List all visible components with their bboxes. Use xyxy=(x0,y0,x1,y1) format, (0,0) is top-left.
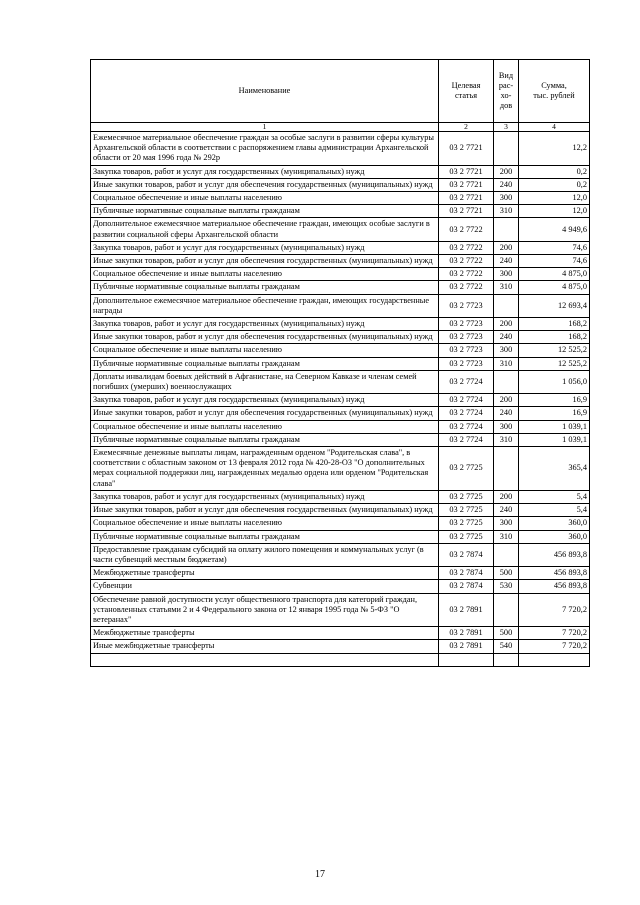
row-target-code: 03 2 7725 xyxy=(439,530,494,543)
row-name: Социальное обеспечение и иные выплаты населению xyxy=(91,268,439,281)
table-row xyxy=(91,370,590,393)
column-number-4: 4 xyxy=(519,123,590,132)
row-name: Закупка товаров, работ и услуг для государственных (муниципальных) нужд xyxy=(91,165,439,178)
row-expense-type: 200 xyxy=(494,394,519,407)
row-sum: 456 893,8 xyxy=(519,567,590,580)
row-name: Субвенции xyxy=(91,580,439,593)
table-row xyxy=(91,447,590,491)
row-name: Иные закупки товаров, работ и услуг для обеспечения государственных (муниципальных) нужд xyxy=(91,407,439,420)
table-row xyxy=(91,543,590,566)
row-name: Межбюджетные трансферты xyxy=(91,627,439,640)
row-target-code: 03 2 7724 xyxy=(439,370,494,393)
table-row xyxy=(91,517,590,530)
table-row xyxy=(91,178,590,191)
row-sum: 12,0 xyxy=(519,205,590,218)
row-target-code: 03 2 7725 xyxy=(439,504,494,517)
row-expense-type: 240 xyxy=(494,504,519,517)
row-sum: 4 949,6 xyxy=(519,218,590,241)
header-name-label: Наименование xyxy=(238,85,291,95)
row-name: Публичные нормативные социальные выплаты гражданам xyxy=(91,281,439,294)
table-row xyxy=(91,331,590,344)
row-sum: 168,2 xyxy=(519,318,590,331)
row-expense-type: 500 xyxy=(494,567,519,580)
budget-table xyxy=(90,59,590,667)
header-sum xyxy=(519,60,590,123)
row-sum: 16,9 xyxy=(519,407,590,420)
row-sum: 5,4 xyxy=(519,504,590,517)
table-row xyxy=(91,420,590,433)
row-target-code: 03 2 7874 xyxy=(439,567,494,580)
row-target-code: 03 2 7891 xyxy=(439,627,494,640)
row-name: Иные закупки товаров, работ и услуг для обеспечения государственных (муниципальных) нужд xyxy=(91,255,439,268)
header-sum-line2: тыс. рублей xyxy=(533,91,575,100)
page-number: 17 xyxy=(315,869,325,880)
row-target-code: 03 2 7721 xyxy=(439,165,494,178)
table-body xyxy=(91,132,590,667)
header-type-line1: Вид xyxy=(498,70,514,80)
table-row xyxy=(91,294,590,317)
column-number-row xyxy=(91,123,590,132)
row-target-code: 03 2 7891 xyxy=(439,640,494,653)
row-expense-type: 300 xyxy=(494,192,519,205)
row-sum: 168,2 xyxy=(519,331,590,344)
header-target-line2: статья xyxy=(454,91,478,100)
row-expense-type: 300 xyxy=(494,268,519,281)
empty-cell xyxy=(519,653,590,666)
table-row xyxy=(91,255,590,268)
row-name: Социальное обеспечение и иные выплаты населению xyxy=(91,344,439,357)
row-sum: 360,0 xyxy=(519,530,590,543)
table-row xyxy=(91,567,590,580)
row-expense-type: 200 xyxy=(494,165,519,178)
row-expense-type xyxy=(494,370,519,393)
table-row xyxy=(91,593,590,627)
row-target-code: 03 2 7723 xyxy=(439,294,494,317)
row-expense-type: 240 xyxy=(494,255,519,268)
row-expense-type: 500 xyxy=(494,627,519,640)
table-row xyxy=(91,192,590,205)
row-target-code: 03 2 7721 xyxy=(439,205,494,218)
row-name: Иные закупки товаров, работ и услуг для обеспечения государственных (муниципальных) нужд xyxy=(91,504,439,517)
row-name: Социальное обеспечение и иные выплаты населению xyxy=(91,192,439,205)
row-sum: 74,6 xyxy=(519,255,590,268)
row-target-code: 03 2 7874 xyxy=(439,580,494,593)
row-sum: 12 525,2 xyxy=(519,344,590,357)
table-row xyxy=(91,344,590,357)
table-row xyxy=(91,281,590,294)
row-sum: 7 720,2 xyxy=(519,640,590,653)
row-expense-type: 240 xyxy=(494,331,519,344)
empty-cell xyxy=(439,653,494,666)
row-name: Социальное обеспечение и иные выплаты населению xyxy=(91,517,439,530)
row-name: Социальное обеспечение и иные выплаты населению xyxy=(91,420,439,433)
row-sum: 1 039,1 xyxy=(519,433,590,446)
row-expense-type: 540 xyxy=(494,640,519,653)
row-sum: 456 893,8 xyxy=(519,580,590,593)
row-name: Иные закупки товаров, работ и услуг для обеспечения государственных (муниципальных) нужд xyxy=(91,331,439,344)
row-sum: 0,2 xyxy=(519,178,590,191)
table-row xyxy=(91,490,590,503)
table-row xyxy=(91,394,590,407)
table-row xyxy=(91,407,590,420)
row-expense-type: 300 xyxy=(494,420,519,433)
row-target-code: 03 2 7725 xyxy=(439,517,494,530)
header-row xyxy=(91,60,590,123)
row-target-code: 03 2 7721 xyxy=(439,132,494,166)
header-name xyxy=(91,60,439,123)
row-expense-type: 530 xyxy=(494,580,519,593)
row-sum: 360,0 xyxy=(519,517,590,530)
table-row xyxy=(91,580,590,593)
header-target-line1: Целевая xyxy=(451,80,481,90)
header-sum-line1: Сумма, xyxy=(541,80,567,90)
row-target-code: 03 2 7722 xyxy=(439,218,494,241)
row-expense-type: 300 xyxy=(494,344,519,357)
row-expense-type: 310 xyxy=(494,433,519,446)
row-sum: 365,4 xyxy=(519,447,590,491)
row-expense-type: 310 xyxy=(494,357,519,370)
row-sum: 0,2 xyxy=(519,165,590,178)
table-row xyxy=(91,218,590,241)
row-sum: 12,2 xyxy=(519,132,590,166)
row-name: Публичные нормативные социальные выплаты гражданам xyxy=(91,530,439,543)
table-row xyxy=(91,357,590,370)
row-sum: 74,6 xyxy=(519,241,590,254)
row-name: Закупка товаров, работ и услуг для государственных (муниципальных) нужд xyxy=(91,490,439,503)
table-row xyxy=(91,640,590,653)
row-target-code: 03 2 7723 xyxy=(439,357,494,370)
row-sum: 16,9 xyxy=(519,394,590,407)
row-sum: 456 893,8 xyxy=(519,543,590,566)
row-target-code: 03 2 7725 xyxy=(439,447,494,491)
row-name: Межбюджетные трансферты xyxy=(91,567,439,580)
row-target-code: 03 2 7721 xyxy=(439,178,494,191)
table-row xyxy=(91,205,590,218)
row-name: Закупка товаров, работ и услуг для государственных (муниципальных) нужд xyxy=(91,318,439,331)
row-target-code: 03 2 7891 xyxy=(439,593,494,627)
table-row xyxy=(91,504,590,517)
row-name: Ежемесячное материальное обеспечение граждан за особые заслуги в развитии сферы культуры Архангельской области в соответствии с распоряжением главы администрации Архангельской области от 20 мая 1996 года № 292р xyxy=(91,132,439,166)
header-type-line4: дов xyxy=(499,101,513,111)
empty-cell xyxy=(91,653,439,666)
row-target-code: 03 2 7724 xyxy=(439,420,494,433)
row-expense-type xyxy=(494,218,519,241)
header-type-line2: рас- xyxy=(498,80,514,90)
row-sum: 7 720,2 xyxy=(519,593,590,627)
row-target-code: 03 2 7724 xyxy=(439,394,494,407)
column-number-3: 3 xyxy=(494,123,519,132)
row-name: Ежемесячные денежные выплаты лицам, награжденным орденом "Родительская слава", в соответствии с областным законом от 13 февраля 2012 года № 420-28-ОЗ "О дополнительных мерах социальной поддержки лиц, награжденных медалью ордена или орденом "Родительская слава" xyxy=(91,447,439,491)
empty-cell xyxy=(494,653,519,666)
row-target-code: 03 2 7722 xyxy=(439,268,494,281)
header-target xyxy=(439,60,494,123)
row-target-code: 03 2 7723 xyxy=(439,344,494,357)
row-target-code: 03 2 7723 xyxy=(439,331,494,344)
row-expense-type xyxy=(494,132,519,166)
table-row xyxy=(91,241,590,254)
table-row xyxy=(91,132,590,166)
row-name: Иные закупки товаров, работ и услуг для обеспечения государственных (муниципальных) нужд xyxy=(91,178,439,191)
row-expense-type: 310 xyxy=(494,530,519,543)
row-name: Дополнительное ежемесячное материальное обеспечение граждан, имеющих государственные награды xyxy=(91,294,439,317)
row-target-code: 03 2 7874 xyxy=(439,543,494,566)
row-expense-type: 310 xyxy=(494,281,519,294)
row-expense-type: 200 xyxy=(494,241,519,254)
table-row xyxy=(91,433,590,446)
row-target-code: 03 2 7724 xyxy=(439,407,494,420)
row-sum: 4 875,0 xyxy=(519,281,590,294)
header-type-line3: хо- xyxy=(500,91,512,100)
table-row xyxy=(91,165,590,178)
row-sum: 1 039,1 xyxy=(519,420,590,433)
row-name: Публичные нормативные социальные выплаты гражданам xyxy=(91,357,439,370)
row-name: Иные межбюджетные трансферты xyxy=(91,640,439,653)
row-target-code: 03 2 7722 xyxy=(439,255,494,268)
row-name: Доплаты инвалидам боевых действий в Афганистане, на Северном Кавказе и членам семей погибших (умерших) военнослужащих xyxy=(91,370,439,393)
row-expense-type: 300 xyxy=(494,517,519,530)
row-sum: 12 693,4 xyxy=(519,294,590,317)
column-number-1: 1 xyxy=(91,123,439,132)
row-target-code: 03 2 7724 xyxy=(439,433,494,446)
row-expense-type: 240 xyxy=(494,407,519,420)
row-target-code: 03 2 7722 xyxy=(439,281,494,294)
row-sum: 5,4 xyxy=(519,490,590,503)
empty-row xyxy=(91,653,590,666)
row-name: Закупка товаров, работ и услуг для государственных (муниципальных) нужд xyxy=(91,241,439,254)
row-sum: 12 525,2 xyxy=(519,357,590,370)
table-row xyxy=(91,318,590,331)
table-row xyxy=(91,627,590,640)
row-expense-type: 240 xyxy=(494,178,519,191)
row-sum: 12,0 xyxy=(519,192,590,205)
column-number-2: 2 xyxy=(439,123,494,132)
row-name: Предоставление гражданам субсидий на оплату жилого помещения и коммунальных услуг (в части субвенций местным бюджетам) xyxy=(91,543,439,566)
row-expense-type xyxy=(494,294,519,317)
row-sum: 1 056,0 xyxy=(519,370,590,393)
row-name: Дополнительное ежемесячное материальное обеспечение граждан, имеющих особые заслуги в развитии социальной сферы Архангельской области xyxy=(91,218,439,241)
row-expense-type xyxy=(494,593,519,627)
row-sum: 7 720,2 xyxy=(519,627,590,640)
header-type xyxy=(494,60,519,123)
row-target-code: 03 2 7722 xyxy=(439,241,494,254)
row-expense-type xyxy=(494,543,519,566)
row-expense-type: 310 xyxy=(494,205,519,218)
row-name: Обеспечение равной доступности услуг общественного транспорта для категорий граждан, установленных статьями 2 и 4 Федерального закона от 12 января 1995 года № 5-ФЗ "О ветеранах" xyxy=(91,593,439,627)
row-target-code: 03 2 7721 xyxy=(439,192,494,205)
row-expense-type: 200 xyxy=(494,490,519,503)
row-name: Публичные нормативные социальные выплаты гражданам xyxy=(91,433,439,446)
row-target-code: 03 2 7723 xyxy=(439,318,494,331)
row-sum: 4 875,0 xyxy=(519,268,590,281)
table-row xyxy=(91,530,590,543)
row-name: Публичные нормативные социальные выплаты гражданам xyxy=(91,205,439,218)
row-expense-type xyxy=(494,447,519,491)
table-row xyxy=(91,268,590,281)
row-name: Закупка товаров, работ и услуг для государственных (муниципальных) нужд xyxy=(91,394,439,407)
row-target-code: 03 2 7725 xyxy=(439,490,494,503)
row-expense-type: 200 xyxy=(494,318,519,331)
